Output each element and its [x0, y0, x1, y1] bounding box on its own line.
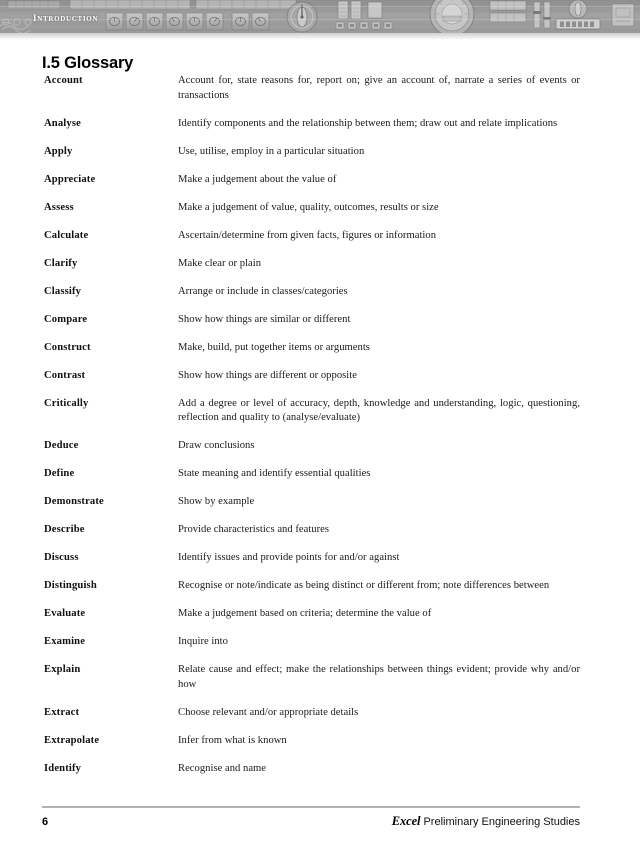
glossary-definition: Make a judgement based on criteria; determine the value of [178, 608, 432, 619]
glossary-entry [44, 706, 580, 721]
glossary-entry [44, 285, 580, 300]
glossary-term: Critically [44, 397, 89, 409]
glossary-entry [44, 467, 580, 482]
glossary-definition: Draw conclusions [178, 440, 255, 451]
glossary-entry [44, 145, 580, 160]
glossary-entry [44, 495, 580, 510]
glossary-term: Define [44, 468, 75, 479]
glossary-definition: Identify issues and provide points for and/or against [178, 552, 400, 563]
glossary-definition: Add a degree or level of accuracy, depth, knowledge and understanding, logic, questioning, reflection and quality to (analyse/evaluate) [178, 397, 580, 423]
glossary-term: Construct [44, 341, 91, 353]
glossary-entry [44, 74, 580, 103]
glossary-entry [44, 397, 580, 426]
footer-title-text: Preliminary Engineering Studies [423, 816, 580, 828]
glossary-entry [44, 734, 580, 749]
glossary-term: Identify [44, 762, 82, 774]
glossary-definition: Infer from what is known [178, 734, 287, 746]
glossary-term: Distinguish [44, 580, 97, 591]
glossary-term: Evaluate [44, 608, 86, 619]
glossary-term: Deduce [44, 440, 79, 451]
footer-brand-label: Excel [391, 814, 421, 828]
glossary-entry [44, 201, 580, 216]
glossary-term: Compare [44, 313, 88, 325]
glossary-definition: Show how things are similar or different [178, 313, 351, 325]
glossary-definition: Make a judgement about the value of [178, 173, 337, 185]
glossary-list [44, 74, 580, 790]
glossary-definition: Identify components and the relationship between them; draw out and relate implications [178, 117, 558, 129]
glossary-definition: Use, utilise, employ in a particular situation [178, 145, 365, 157]
footer-divider [42, 806, 580, 808]
glossary-term: Contrast [44, 369, 86, 381]
glossary-definition: Recognise and name [178, 762, 267, 774]
glossary-term: Appreciate [44, 173, 96, 185]
glossary-definition: Choose relevant and/or appropriate details [178, 706, 359, 718]
glossary-entry [44, 117, 580, 132]
glossary-term: Demonstrate [44, 496, 104, 507]
glossary-term: Examine [44, 636, 86, 647]
glossary-term: Discuss [44, 552, 79, 563]
glossary-entry [44, 579, 580, 594]
glossary-definition: Account for, state reasons for, report on; give an account of, narrate a series of events or transactions [178, 75, 580, 101]
glossary-entry [44, 551, 580, 566]
glossary-definition: Recognise or note/indicate as being distinct or different from; note differences between [178, 580, 550, 591]
page-footer [42, 814, 580, 829]
glossary-entry [44, 762, 580, 777]
glossary-definition: Make a judgement of value, quality, outcomes, results or size [178, 201, 439, 213]
glossary-definition: Provide characteristics and features [178, 524, 330, 535]
glossary-entry [44, 663, 580, 692]
glossary-term: Apply [44, 145, 73, 157]
glossary-definition: State meaning and identify essential qualities [178, 468, 371, 479]
glossary-term: Extrapolate [44, 734, 100, 746]
glossary-term: Clarify [44, 257, 78, 269]
glossary-definition: Make, build, put together items or arguments [178, 341, 370, 353]
glossary-term: Extract [44, 706, 80, 718]
glossary-term: Calculate [44, 229, 89, 241]
footer-book-title [392, 814, 580, 829]
glossary-term: Assess [44, 201, 74, 213]
glossary-entry [44, 257, 580, 272]
glossary-entry [44, 369, 580, 384]
glossary-definition: Show by example [178, 496, 255, 507]
glossary-entry [44, 313, 580, 328]
glossary-term: Classify [44, 285, 82, 297]
glossary-entry [44, 439, 580, 454]
glossary-definition: Relate cause and effect; make the relationships between things evident; provide why and/or how [178, 664, 580, 690]
glossary-definition: Make clear or plain [178, 257, 262, 269]
glossary-entry [44, 229, 580, 244]
page-title: I.5 Glossary [42, 54, 134, 73]
glossary-definition: Arrange or include in classes/categories [178, 285, 348, 297]
glossary-entry [44, 607, 580, 622]
page-header-banner [0, 0, 640, 33]
glossary-entry [44, 341, 580, 356]
glossary-term: Describe [44, 524, 85, 535]
glossary-definition: Inquire into [178, 636, 228, 647]
glossary-entry [44, 173, 580, 188]
glossary-term: Analyse [44, 117, 81, 129]
glossary-definition: Show how things are different or opposite [178, 369, 357, 381]
glossary-entry [44, 523, 580, 538]
glossary-term: Account [44, 75, 83, 86]
running-head-label: introduction [33, 9, 99, 24]
glossary-term: Explain [44, 664, 81, 675]
page-number: 6 [42, 816, 49, 828]
glossary-entry [44, 635, 580, 650]
glossary-definition: Ascertain/determine from given facts, figures or information [178, 229, 437, 241]
banner-drop-shadow [0, 33, 640, 40]
